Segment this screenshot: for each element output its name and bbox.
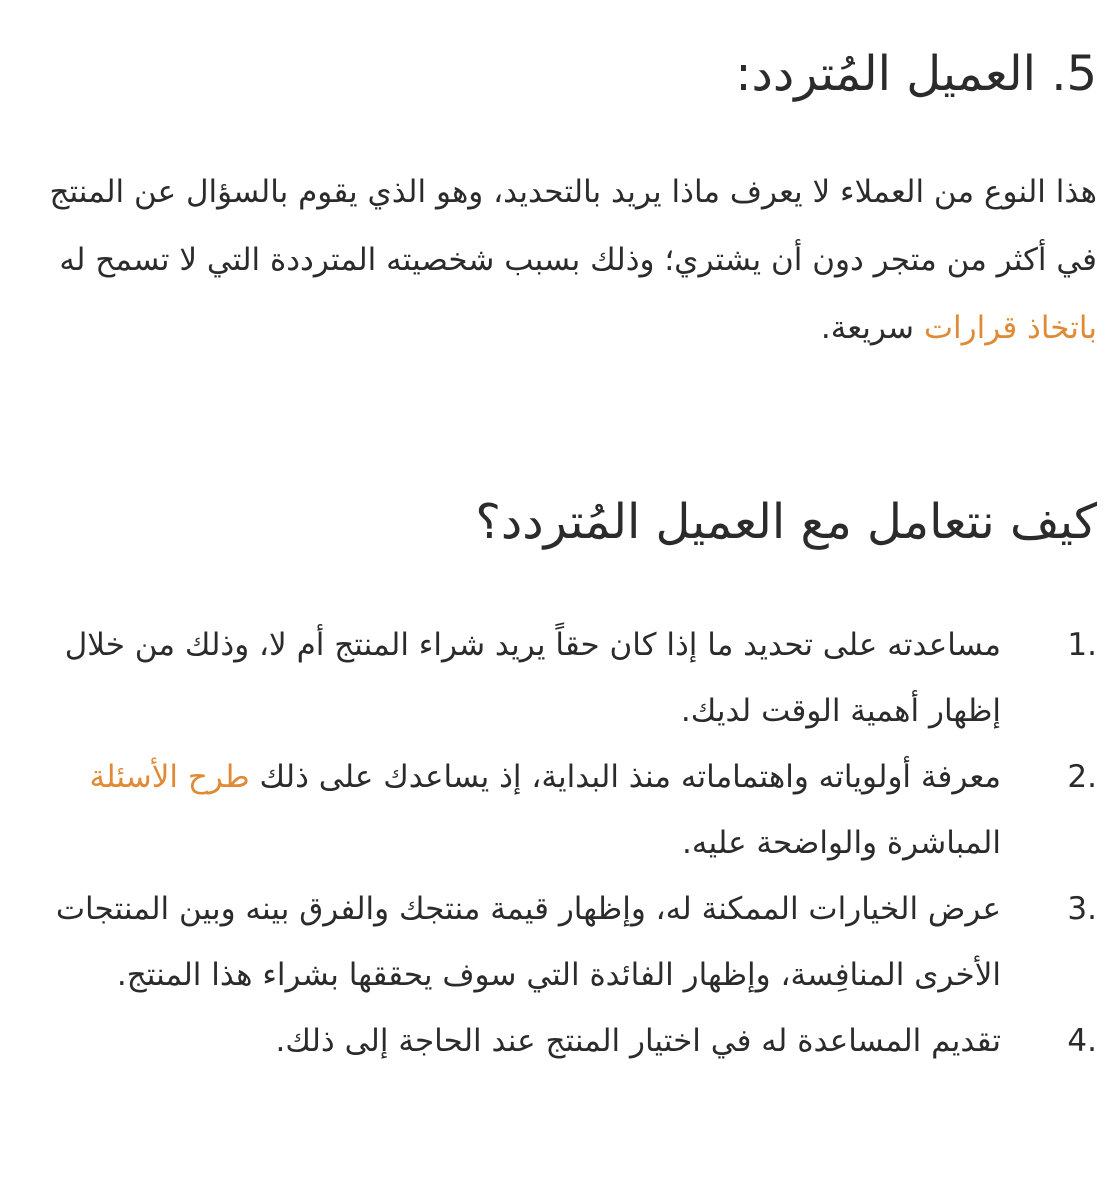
link-asking-questions[interactable]: طرح الأسئلة	[89, 759, 250, 795]
list-item-text-start: معرفة أولوياته واهتماماته منذ البداية، إذ يساعدك على ذلك	[249, 759, 1001, 795]
steps-list	[40, 612, 1097, 1074]
list-item-number: 1.	[1067, 627, 1097, 663]
link-quick-decisions[interactable]: باتخاذ قرارات	[923, 310, 1097, 346]
section-heading-hesitant-customer: 5. العميل المُتردد:	[735, 46, 1097, 102]
paragraph-text-start: هذا النوع من العملاء لا يعرف ماذا يريد بالتحديد، وهو الذي يقوم بالسؤال عن المنتج في أكثر من متجر دون أن يشتري؛ وذلك بسبب شخصيته المترددة التي لا تسمح له	[49, 174, 1097, 278]
section-paragraph	[40, 158, 1097, 362]
list-item-text: تقديم المساعدة له في اختيار المنتج عند الحاجة إلى ذلك.	[275, 1023, 1001, 1059]
section-heading-how-to-deal: كيف نتعامل مع العميل المُتردد؟	[475, 494, 1097, 550]
list-item-number: 4.	[1067, 1023, 1097, 1059]
list-item	[40, 876, 1097, 1008]
list-item-text: مساعدته على تحديد ما إذا كان حقاً يريد شراء المنتج أم لا، وذلك من خلال إظهار أهمية الوقت لديك.	[64, 627, 1001, 729]
list-item-text: عرض الخيارات الممكنة له، وإظهار قيمة منتجك والفرق بينه وبين المنتجات الأخرى المنافِسة، وإظهار الفائدة التي سوف يحققها بشراء هذا المنتج.	[55, 891, 1001, 993]
paragraph-text-end: سريعة.	[820, 310, 924, 346]
list-item-text	[40, 744, 1001, 876]
list-item-number: 3.	[1067, 891, 1097, 927]
list-item	[40, 744, 1097, 876]
list-item-number: 2.	[1067, 759, 1097, 795]
list-item-text-end: المباشرة والواضحة عليه.	[681, 825, 1001, 861]
list-item	[40, 612, 1097, 744]
list-item	[40, 1008, 1097, 1074]
